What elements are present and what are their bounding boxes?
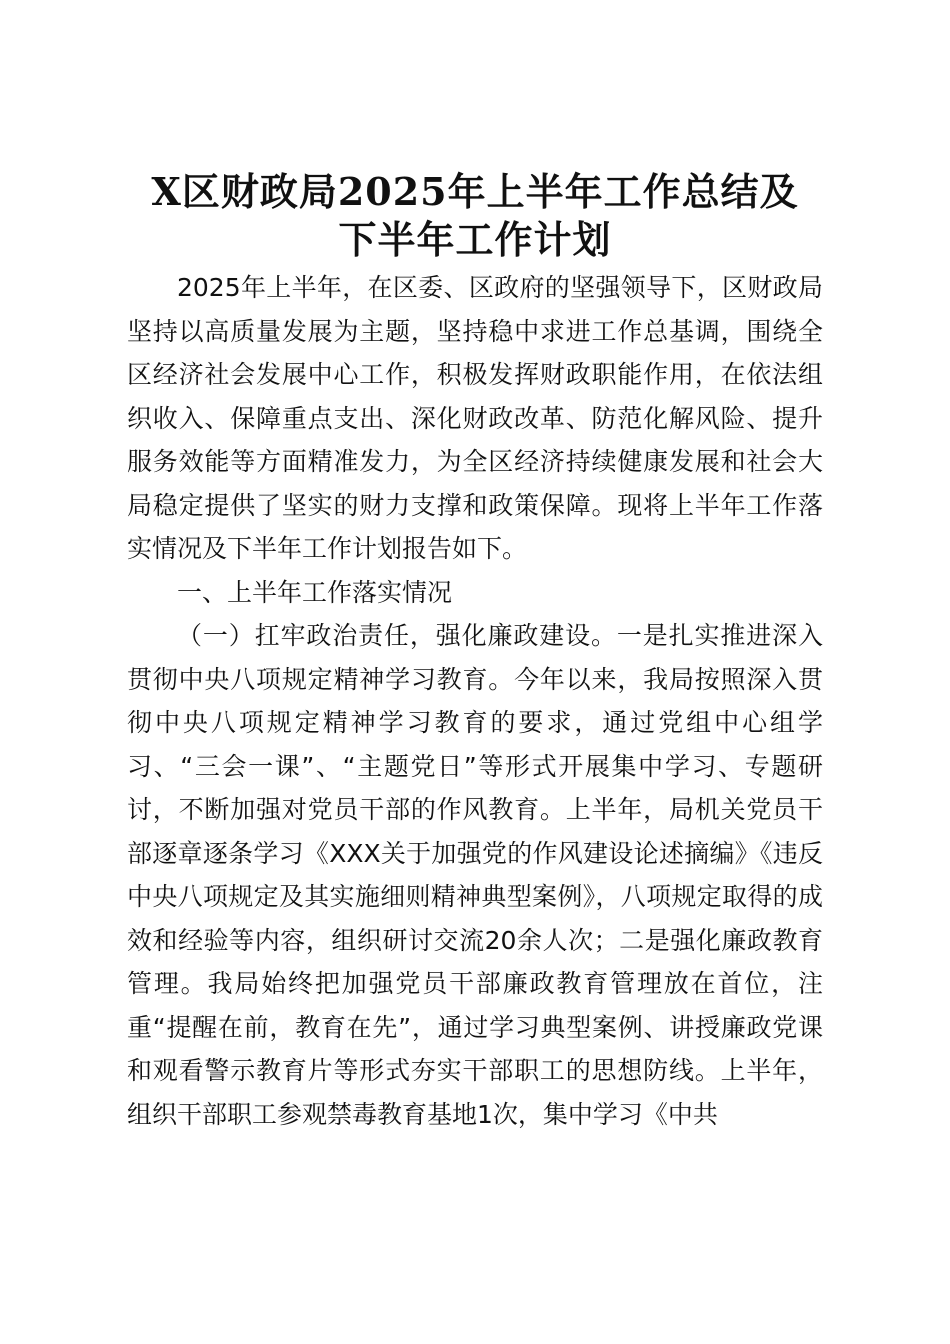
- section-heading: 一、上半年工作落实情况: [177, 577, 453, 607]
- body-paragraph: （一）扛牢政治责任，强化廉政建设。一是扎实推进深入贯彻中央八项规定精神学习教育。今年以来，我局按照深入贯彻中央八项规定精神学习教育的要求，通过党组中心组学习、“三会一课”、“主题党日”等形式开展集中学习、专题研讨，不断加强对党员干部的作风教育。上半年，局机关党员干部逐章逐条学习《XXX关于加强党的作风建设论述摘编》《违反中央八项规定及其实施细则精神典型案例》，八项规定取得的成效和经验等内容，组织研讨交流20余人次；二是强化廉政教育管理。我局始终把加强党员干部廉政教育管理放在首位，注重“提醒在前，教育在先”，通过学习典型案例、讲授廉政党课和观看警示教育片等形式夯实干部职工的思想防线。上半年，组织干部职工参观禁毒教育基地1次，集中学习《中共: [127, 621, 823, 1129]
- title-line-1: X区财政局2025年上半年工作总结及: [151, 169, 799, 214]
- title-line-2: 下半年工作计划: [338, 217, 612, 262]
- document-title: [127, 168, 823, 264]
- document-page: [127, 168, 823, 1136]
- intro-paragraph: 2025年上半年，在区委、区政府的坚强领导下，区财政局坚持以高质量发展为主题，坚持稳中求进工作总基调，围绕全区经济社会发展中心工作，积极发挥财政职能作用，在依法组织收入、保障重点支出、深化财政改革、防范化解风险、提升服务效能等方面精准发力，为全区经济持续健康发展和社会大局稳定提供了坚实的财力支撑和政策保障。现将上半年工作落实情况及下半年工作计划报告如下。: [127, 273, 823, 563]
